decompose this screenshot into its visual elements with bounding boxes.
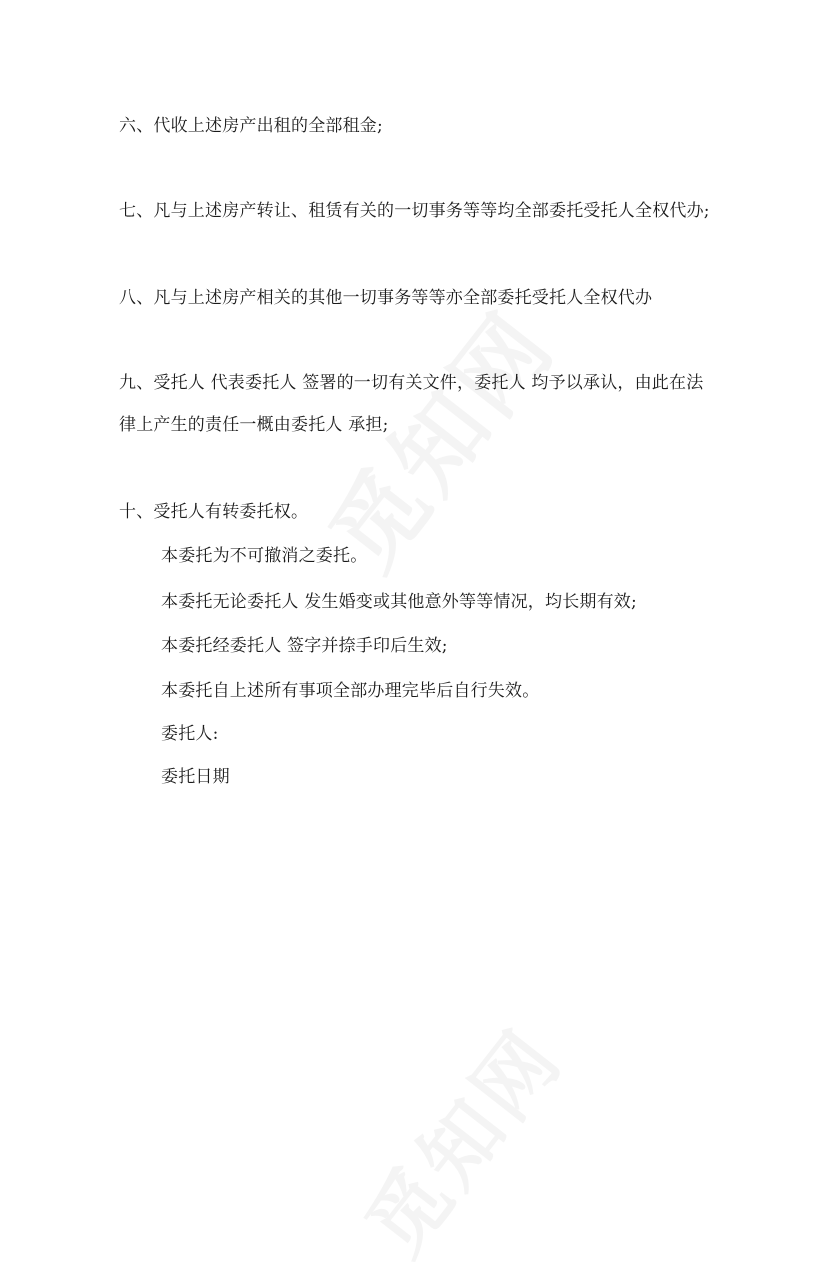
principal-label: 委托人: <box>161 724 219 744</box>
clause-irrevocable: 本委托为不可撤消之委托。 <box>161 546 368 566</box>
item-seven: 七、凡与上述房产转让、租赁有关的一切事务等等均全部委托受托人全权代办; <box>119 201 710 221</box>
item-ten: 十、受托人有转委托权。 <box>119 502 309 522</box>
item-six: 六、代收上述房产出租的全部租金; <box>119 116 383 136</box>
item-nine: 九、受托人 代表委托人 签署的一切有关文件，委托人 均予以承认，由此在法 <box>119 373 704 393</box>
clause-effective: 本委托经委托人 签字并捺手印后生效; <box>161 636 448 656</box>
date-label: 委托日期 <box>161 767 230 787</box>
item-nine-continued: 律上产生的责任一概由委托人 承担; <box>119 415 389 435</box>
item-eight: 八、凡与上述房产相关的其他一切事务等等亦全部委托受托人全权代办 <box>119 288 653 308</box>
clause-expiry: 本委托自上述所有事项全部办理完毕后自行失效。 <box>161 681 540 701</box>
watermark <box>334 1000 583 1274</box>
clause-long-term: 本委托无论委托人 发生婚变或其他意外等等情况，均长期有效; <box>161 592 637 612</box>
